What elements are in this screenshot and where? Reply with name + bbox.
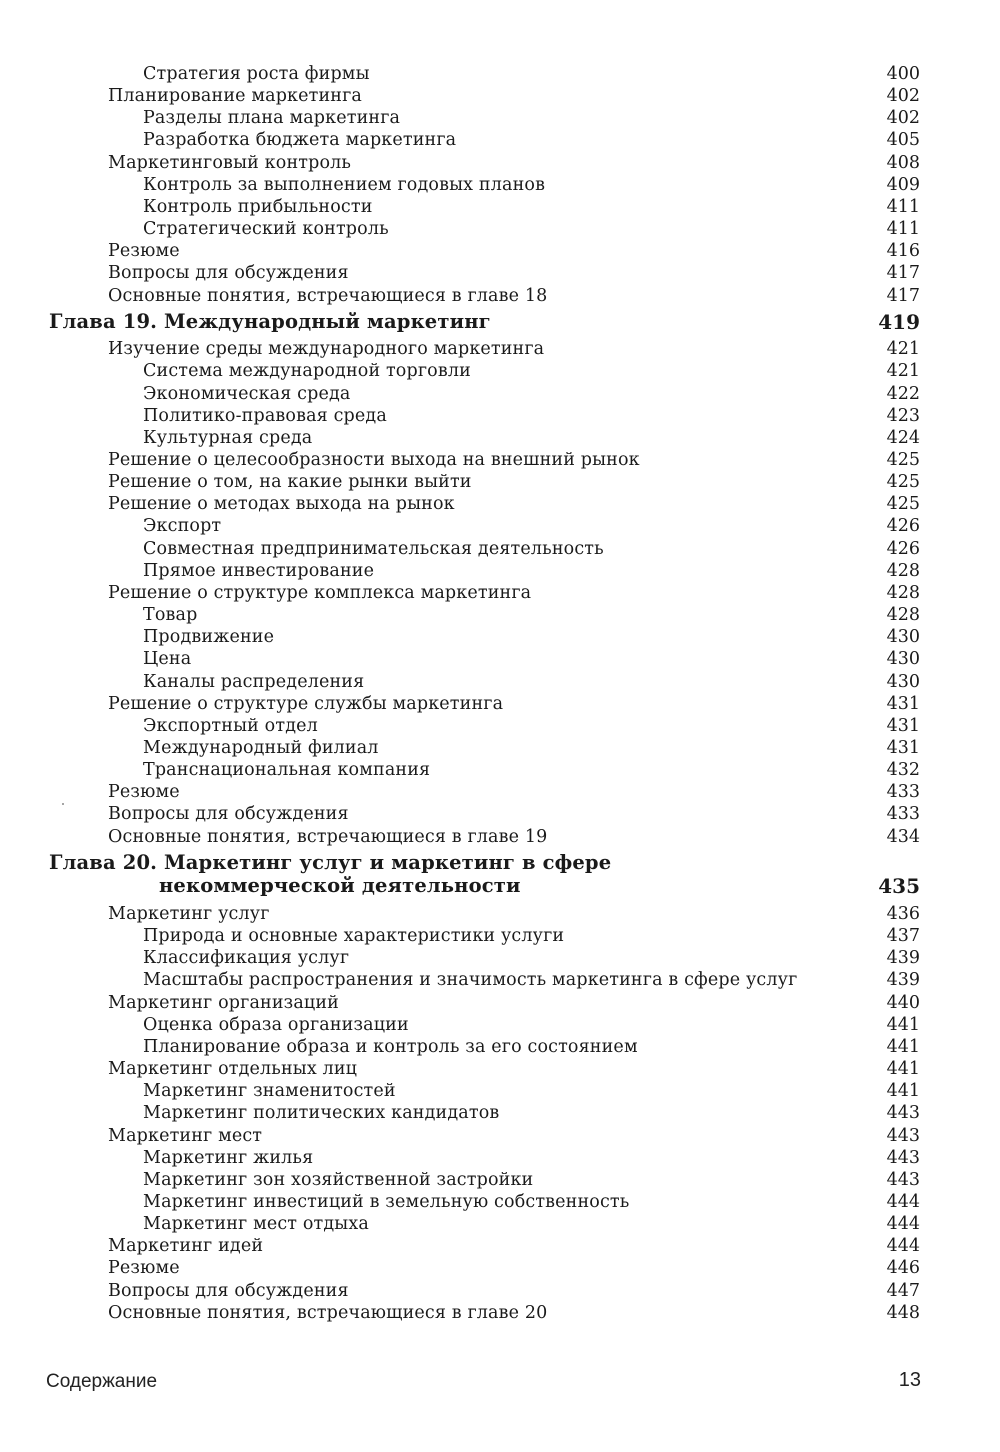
toc-entry-title: Товар [143, 605, 198, 625]
toc-entry [0, 559, 1000, 583]
toc-entry-title: Маркетинговый контроль [108, 153, 352, 173]
toc-entry-title: некоммерческой деятельности [159, 874, 521, 897]
toc-entry-page-number: 437 [886, 926, 920, 946]
toc-entry [0, 1279, 1000, 1303]
toc-entry [0, 1301, 1000, 1325]
toc-entry-page-number: 434 [886, 827, 920, 847]
toc-entry-page-number: 430 [886, 627, 920, 647]
toc-entry-page-number: 409 [886, 175, 920, 195]
toc-entry-page-number: 400 [886, 64, 920, 84]
toc-entry-title: Система международной торговли [143, 361, 471, 381]
toc-entry [0, 581, 1000, 605]
toc-entry-page-number: 425 [886, 494, 920, 514]
toc-entry [0, 1057, 1000, 1081]
toc-entry-title: Маркетинг инвестиций в земельную собственность [143, 1192, 630, 1212]
toc-entry [0, 404, 1000, 428]
toc-entry-page-number: 443 [886, 1148, 920, 1168]
toc-entry [0, 448, 1000, 472]
toc-chapter-heading [0, 310, 1000, 334]
toc-entry-page-number: 417 [886, 286, 920, 306]
toc-entry-page-number: 426 [886, 539, 920, 559]
toc-entry [0, 758, 1000, 782]
toc-entry-page-number: 417 [886, 263, 920, 283]
toc-entry-title: Прямое инвестирование [143, 561, 375, 581]
toc-chapter-heading [0, 874, 1000, 898]
toc-entry [0, 106, 1000, 130]
toc-entry-title: Вопросы для обсуждения [108, 263, 349, 283]
toc-entry-page-number: 439 [886, 970, 920, 990]
toc-entry-page-number: 444 [886, 1192, 920, 1212]
toc-entry-title: Резюме [108, 1258, 180, 1278]
toc-entry [0, 426, 1000, 450]
toc-entry-page-number: 405 [886, 130, 920, 150]
toc-entry [0, 625, 1000, 649]
toc-entry-title: Маркетинг мест [108, 1126, 263, 1146]
toc-entry-page-number: 402 [886, 86, 920, 106]
toc-entry-title: Природа и основные характеристики услуги [143, 926, 565, 946]
toc-entry [0, 780, 1000, 804]
toc-entry-title: Маркетинг зон хозяйственной застройки [143, 1170, 534, 1190]
toc-entry [0, 736, 1000, 760]
toc-entry-title: Решение о структуре комплекса маркетинга [108, 583, 532, 603]
toc-entry [0, 1124, 1000, 1148]
toc-entry-title: Цена [143, 649, 192, 669]
toc-entry-page-number: 435 [878, 874, 920, 898]
toc-entry-title: Совместная предпринимательская деятельность [143, 539, 604, 559]
toc-entry [0, 670, 1000, 694]
toc-entry [0, 802, 1000, 826]
toc-entry [0, 946, 1000, 970]
toc-entry-title: Экономическая среда [143, 384, 351, 404]
toc-entry-title: Маркетинг отдельных лиц [108, 1059, 358, 1079]
toc-entry [0, 1256, 1000, 1280]
toc-entry-title: Вопросы для обсуждения [108, 1281, 349, 1301]
toc-entry-title: Стратегический контроль [143, 219, 389, 239]
toc-entry-page-number: 421 [886, 339, 920, 359]
toc-entry [0, 1035, 1000, 1059]
toc-entry-page-number: 402 [886, 108, 920, 128]
toc-entry [0, 537, 1000, 561]
toc-entry-page-number: 441 [886, 1015, 920, 1035]
print-speck [62, 803, 64, 805]
toc-entry-title: Изучение среды международного маркетинга [108, 339, 545, 359]
toc-entry-title: Маркетинг организаций [108, 993, 339, 1013]
toc-entry [0, 647, 1000, 671]
toc-entry [0, 84, 1000, 108]
toc-entry-page-number: 431 [886, 716, 920, 736]
toc-entry-title: Масштабы распространения и значимость маркетинга в сфере услуг [143, 970, 798, 990]
toc-entry [0, 902, 1000, 926]
toc-entry [0, 337, 1000, 361]
toc-entry [0, 825, 1000, 849]
toc-entry-title: Резюме [108, 241, 180, 261]
toc-entry-page-number: 428 [886, 561, 920, 581]
toc-entry-page-number: 447 [886, 1281, 920, 1301]
toc-entry-page-number: 428 [886, 583, 920, 603]
toc-entry [0, 1146, 1000, 1170]
toc-entry-title: Контроль прибыльности [143, 197, 373, 217]
toc-entry-page-number: 446 [886, 1258, 920, 1278]
toc-entry [0, 968, 1000, 992]
toc-entry-title: Политико-правовая среда [143, 406, 387, 426]
toc-entry-page-number: 423 [886, 406, 920, 426]
toc-entry-page-number: 444 [886, 1214, 920, 1234]
toc-entry-title: Разделы плана маркетинга [143, 108, 401, 128]
toc-entry [0, 62, 1000, 86]
toc-entry [0, 714, 1000, 738]
toc-entry-page-number: 436 [886, 904, 920, 924]
toc-entry-title: Маркетинг идей [108, 1236, 264, 1256]
toc-entry-page-number: 443 [886, 1103, 920, 1123]
toc-entry [0, 692, 1000, 716]
toc-entry [0, 1101, 1000, 1125]
toc-entry-page-number: 443 [886, 1126, 920, 1146]
toc-entry-page-number: 443 [886, 1170, 920, 1190]
toc-entry [0, 514, 1000, 538]
toc-entry [0, 991, 1000, 1015]
toc-entry-title: Оценка образа организации [143, 1015, 409, 1035]
toc-entry [0, 195, 1000, 219]
toc-entry-title: Маркетинг жилья [143, 1148, 314, 1168]
toc-entry-title: Планирование образа и контроль за его состоянием [143, 1037, 638, 1057]
toc-entry-title: Вопросы для обсуждения [108, 804, 349, 824]
toc-entry-title: Основные понятия, встречающиеся в главе 18 [108, 286, 548, 306]
toc-entry-page-number: 431 [886, 694, 920, 714]
toc-entry-title: Разработка бюджета маркетинга [143, 130, 457, 150]
toc-entry-title: Основные понятия, встречающиеся в главе 19 [108, 827, 548, 847]
toc-entry-page-number: 432 [886, 760, 920, 780]
toc-entry-title: Маркетинг политических кандидатов [143, 1103, 500, 1123]
toc-entry-page-number: 439 [886, 948, 920, 968]
toc-entry-page-number: 411 [886, 197, 920, 217]
toc-entry-page-number: 424 [886, 428, 920, 448]
toc-entry-page-number: 448 [886, 1303, 920, 1323]
toc-entry-page-number: 430 [886, 649, 920, 669]
toc-entry-title: Международный филиал [143, 738, 379, 758]
toc-entry-title: Основные понятия, встречающиеся в главе 20 [108, 1303, 548, 1323]
toc-entry [0, 261, 1000, 285]
toc-entry-page-number: 440 [886, 993, 920, 1013]
toc-entry [0, 1168, 1000, 1192]
toc-entry-page-number: 433 [886, 804, 920, 824]
toc-entry [0, 217, 1000, 241]
toc-entry-title: Планирование маркетинга [108, 86, 363, 106]
toc-entry-page-number: 444 [886, 1236, 920, 1256]
toc-entry [0, 492, 1000, 516]
toc-entry-page-number: 431 [886, 738, 920, 758]
toc-entry [0, 151, 1000, 175]
toc-entry [0, 382, 1000, 406]
toc-entry-page-number: 426 [886, 516, 920, 536]
toc-entry-title: Контроль за выполнением годовых планов [143, 175, 546, 195]
toc-entry-title: Решение о методах выхода на рынок [108, 494, 455, 514]
toc-entry-title: Решение о структуре службы маркетинга [108, 694, 504, 714]
toc-entry [0, 1234, 1000, 1258]
toc-entry-page-number: 433 [886, 782, 920, 802]
toc-entry-title: Классификация услуг [143, 948, 350, 968]
toc-entry [0, 1013, 1000, 1037]
toc-entry-title: Маркетинг мест отдыха [143, 1214, 369, 1234]
toc-entry [0, 924, 1000, 948]
footer-page-number: 13 [898, 1369, 921, 1391]
toc-entry-title: Экспортный отдел [143, 716, 318, 736]
toc-entry [0, 239, 1000, 263]
toc-entry-page-number: 422 [886, 384, 920, 404]
toc-entry-page-number: 430 [886, 672, 920, 692]
toc-entry-title: Глава 20. Маркетинг услуг и маркетинг в сфере [49, 851, 612, 874]
toc-entry [0, 173, 1000, 197]
toc-entry-page-number: 421 [886, 361, 920, 381]
toc-entry-title: Каналы распределения [143, 672, 365, 692]
toc-entry-page-number: 411 [886, 219, 920, 239]
toc-entry-title: Продвижение [143, 627, 275, 647]
toc-entry-title: Резюме [108, 782, 180, 802]
toc-entry-page-number: 419 [878, 310, 920, 334]
toc-entry-title: Маркетинг знаменитостей [143, 1081, 396, 1101]
toc-entry-title: Решение о целесообразности выхода на внешний рынок [108, 450, 640, 470]
toc-entry-title: Глава 19. Международный маркетинг [49, 310, 491, 333]
toc-entry [0, 470, 1000, 494]
toc-entry-title: Культурная среда [143, 428, 313, 448]
toc-entry-page-number: 428 [886, 605, 920, 625]
toc-entry-page-number: 441 [886, 1059, 920, 1079]
toc-entry [0, 1079, 1000, 1103]
toc-entry [0, 603, 1000, 627]
footer-section-title: Содержание [46, 1371, 158, 1392]
toc-entry-page-number: 425 [886, 472, 920, 492]
toc-entry-title: Экспорт [143, 516, 222, 536]
toc-entry [0, 1212, 1000, 1236]
toc-entry-title: Транснациональная компания [143, 760, 431, 780]
toc-entry [0, 359, 1000, 383]
toc-entry-page-number: 441 [886, 1037, 920, 1057]
toc-entry-page-number: 425 [886, 450, 920, 470]
toc-entry [0, 128, 1000, 152]
toc-entry [0, 1190, 1000, 1214]
toc-entry-title: Решение о том, на какие рынки выйти [108, 472, 472, 492]
toc-entry-title: Маркетинг услуг [108, 904, 270, 924]
toc-entry-page-number: 416 [886, 241, 920, 261]
toc-entry-page-number: 408 [886, 153, 920, 173]
toc-chapter-heading [0, 851, 1000, 875]
toc-entry [0, 284, 1000, 308]
toc-entry-title: Стратегия роста фирмы [143, 64, 370, 84]
toc-entry-page-number: 441 [886, 1081, 920, 1101]
